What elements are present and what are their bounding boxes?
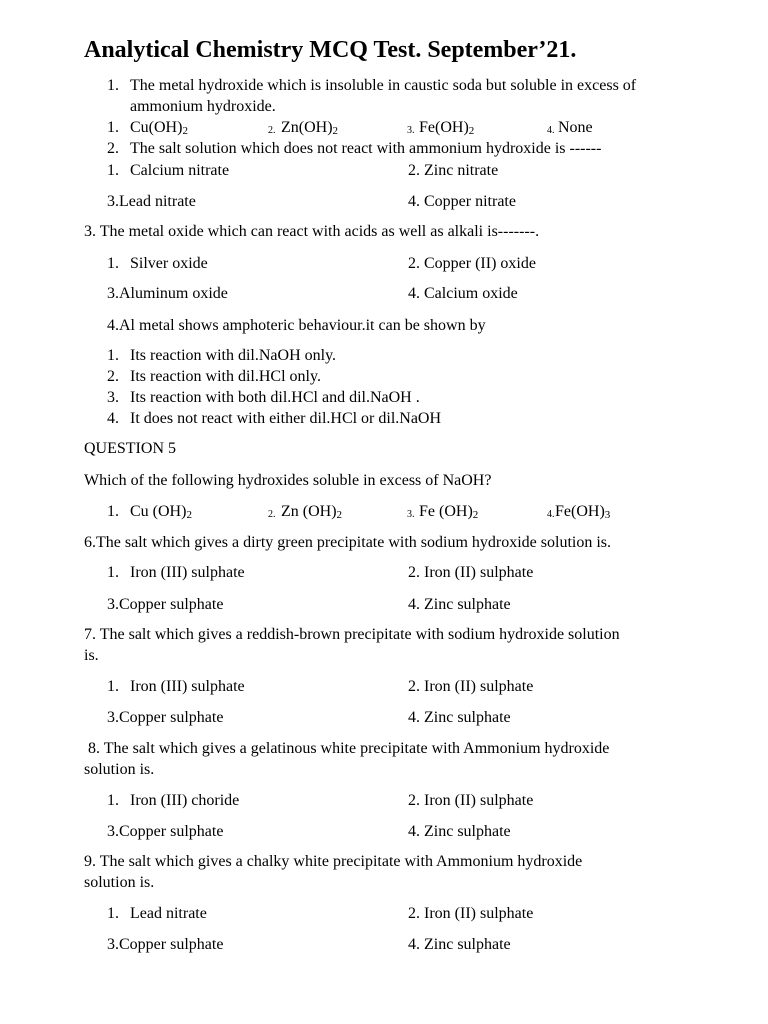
option-2: $Zn(OH)_2$	[281, 119, 339, 137]
option-number: 1.	[107, 503, 119, 520]
list-number: 3.	[107, 389, 119, 406]
list-item: Its reaction with dil.NaOH only.	[130, 347, 337, 364]
section-heading: QUESTION 5	[84, 440, 176, 457]
option-1: Calcium nitrate	[130, 162, 230, 179]
list-item: Its reaction with dil.HCl only.	[130, 368, 321, 385]
list-item: It does not react with either dil.HCl or dil.NaOH	[130, 410, 442, 427]
option-4: 4. Zinc sulphate	[408, 709, 511, 726]
option-3: Fe $(OH)_2$	[419, 503, 479, 521]
option-3: 3.Copper sulphate	[107, 823, 224, 840]
question-text: solution is.	[84, 761, 155, 778]
option-3: 3.Copper sulphate	[107, 936, 224, 953]
option-2: 2. Iron (II) sulphate	[408, 678, 534, 695]
option-number: 3.	[407, 125, 415, 136]
question-text: 7. The salt which gives a reddish-brown precipitate with sodium hydroxide solution	[84, 626, 620, 643]
question-text: ammonium hydroxide.	[130, 98, 276, 115]
option-number: 1.	[107, 564, 119, 581]
option-number: 3.	[407, 509, 415, 520]
option-4: 4. Zinc sulphate	[408, 823, 511, 840]
option-number: 1.	[107, 162, 119, 179]
option-4: $Fe(OH)_3$	[555, 503, 611, 521]
option-1: Lead nitrate	[130, 905, 207, 922]
option-number: 4.	[547, 509, 555, 520]
option-number: 1.	[107, 792, 119, 809]
option-number: 2.	[268, 509, 276, 520]
question-text: 6.The salt which gives a dirty green precipitate with sodium hydroxide solution is.	[84, 534, 612, 551]
page-title: Analytical Chemistry MCQ Test. September’21.	[84, 37, 577, 63]
option-4: 4. Calcium oxide	[408, 285, 518, 302]
question-text: solution is.	[84, 874, 155, 891]
question-text: The salt solution which does not react with ammonium hydroxide is ------	[130, 140, 602, 157]
option-2: 2. Zinc nitrate	[408, 162, 499, 179]
list-number: 1.	[107, 347, 119, 364]
list-number: 1.	[107, 77, 119, 94]
option-1: Cu $(OH)_2$	[130, 503, 192, 521]
option-number: 1.	[107, 255, 119, 272]
option-4: 4. Zinc sulphate	[408, 936, 511, 953]
question-text: 9. The salt which gives a chalky white precipitate with Ammonium hydroxide	[84, 853, 583, 870]
option-number: 2.	[268, 125, 276, 136]
option-4: 4. Zinc sulphate	[408, 596, 511, 613]
option-number: 1.	[107, 119, 119, 136]
option-2: 2. Copper (II) oxide	[408, 255, 536, 272]
option-2: 2. Iron (II) sulphate	[408, 792, 534, 809]
option-2: 2. Iron (II) sulphate	[408, 905, 534, 922]
question-text: is.	[84, 647, 99, 664]
option-1: Iron (III) sulphate	[130, 564, 245, 581]
option-4: None	[558, 119, 593, 136]
question-text: Which of the following hydroxides soluble in excess of NaOH?	[84, 472, 492, 489]
question-text: The metal hydroxide which is insoluble in caustic soda but soluble in excess of	[130, 77, 637, 94]
list-number: 2.	[107, 368, 119, 385]
option-3: 3.Lead nitrate	[107, 193, 196, 210]
option-1: $Cu(OH)_2$	[130, 119, 188, 137]
option-1: Iron (III) sulphate	[130, 678, 245, 695]
question-text: 4.Al metal shows amphoteric behaviour.it can be shown by	[107, 317, 486, 334]
list-item: Its reaction with both dil.HCl and dil.NaOH .	[130, 389, 420, 406]
question-text: 8. The salt which gives a gelatinous white precipitate with Ammonium hydroxide	[84, 740, 610, 757]
option-number: 4.	[547, 125, 555, 136]
option-1: Silver oxide	[130, 255, 208, 272]
list-number: 2.	[107, 140, 119, 157]
option-2: 2. Iron (II) sulphate	[408, 564, 534, 581]
option-number: 1.	[107, 678, 119, 695]
option-3: 3.Copper sulphate	[107, 596, 224, 613]
option-1: Iron (III) choride	[130, 792, 240, 809]
option-4: 4. Copper nitrate	[408, 193, 516, 210]
question-text: 3. The metal oxide which can react with acids as well as alkali is-------.	[84, 223, 540, 240]
option-3: $Fe(OH)_2$	[419, 119, 475, 137]
option-3: 3.Copper sulphate	[107, 709, 224, 726]
option-2: Zn $(OH)_2$	[281, 503, 343, 521]
list-number: 4.	[107, 410, 119, 427]
option-number: 1.	[107, 905, 119, 922]
option-3: 3.Aluminum oxide	[107, 285, 228, 302]
